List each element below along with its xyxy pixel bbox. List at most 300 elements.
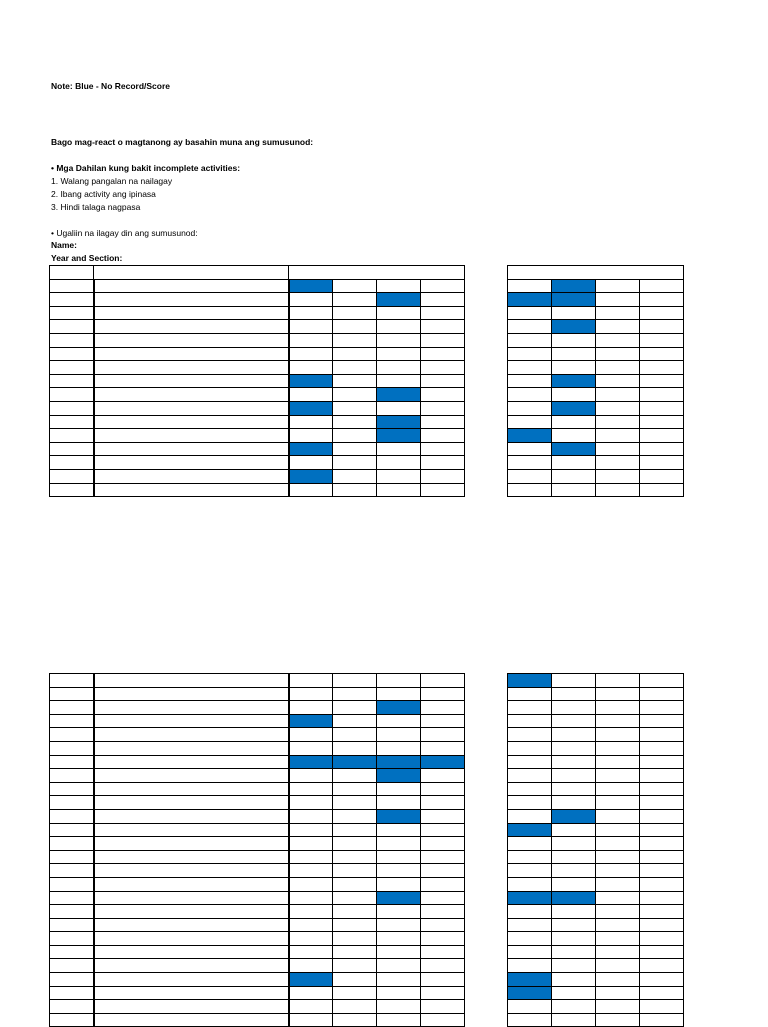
table-cell — [289, 809, 333, 823]
table-row — [508, 986, 684, 1000]
table-cell — [289, 347, 333, 361]
table-cell — [94, 973, 289, 987]
grades-table-bottom-right — [507, 673, 684, 1027]
table-cell — [421, 714, 465, 728]
table-row — [508, 755, 684, 769]
table-cell — [640, 442, 684, 456]
table-cell — [94, 864, 289, 878]
table-cell — [421, 973, 465, 987]
table-cell — [289, 823, 333, 837]
table-cell — [377, 401, 421, 415]
table-cell — [552, 714, 596, 728]
no-record-cell — [552, 401, 596, 415]
table-row — [50, 755, 465, 769]
table-cell — [377, 347, 421, 361]
table-row — [508, 1000, 684, 1014]
table-row — [508, 959, 684, 973]
table-cell — [333, 701, 377, 715]
table-cell — [50, 483, 94, 497]
table-cell — [94, 306, 289, 320]
table-cell — [289, 728, 333, 742]
table-cell — [50, 809, 94, 823]
table-cell — [640, 741, 684, 755]
table-cell — [596, 388, 640, 402]
table-cell — [50, 333, 94, 347]
table-cell — [508, 361, 552, 375]
table-cell — [50, 469, 94, 483]
table-row — [50, 769, 465, 783]
table-cell — [508, 388, 552, 402]
table-cell — [377, 918, 421, 932]
table-cell — [377, 469, 421, 483]
table-cell — [94, 809, 289, 823]
table-row — [50, 279, 465, 293]
table-cell — [333, 483, 377, 497]
table-cell — [289, 674, 333, 688]
table-cell — [333, 864, 377, 878]
table-cell — [508, 728, 552, 742]
table-row — [50, 388, 465, 402]
table-cell — [333, 918, 377, 932]
table-cell — [552, 769, 596, 783]
table-cell — [289, 687, 333, 701]
table-cell — [552, 823, 596, 837]
table-cell — [377, 986, 421, 1000]
section-label: Year and Section: — [51, 253, 123, 263]
table-cell — [552, 483, 596, 497]
table-cell — [333, 769, 377, 783]
table-cell — [596, 864, 640, 878]
table-cell — [377, 483, 421, 497]
table-cell — [552, 456, 596, 470]
table-cell — [508, 306, 552, 320]
table-cell — [377, 728, 421, 742]
table-cell — [596, 333, 640, 347]
table-cell — [333, 1000, 377, 1014]
table-cell — [552, 361, 596, 375]
table-cell — [333, 945, 377, 959]
table-cell — [50, 741, 94, 755]
table-cell — [508, 945, 552, 959]
table-row — [50, 687, 465, 701]
reminder-note: Bago mag-react o magtanong ay basahin muna ang sumusunod: — [51, 137, 314, 147]
table-cell — [640, 782, 684, 796]
no-record-cell — [377, 415, 421, 429]
table-cell — [421, 891, 465, 905]
table-cell — [421, 388, 465, 402]
table-row — [50, 415, 465, 429]
include-heading: • Ugaliin na ilagay din ang sumusunod: — [51, 228, 198, 238]
table-cell — [333, 905, 377, 919]
table-cell — [289, 701, 333, 715]
no-record-cell — [377, 293, 421, 307]
table-cell — [640, 293, 684, 307]
table-cell — [640, 333, 684, 347]
table-cell — [552, 1000, 596, 1014]
table-cell — [94, 959, 289, 973]
table-cell — [596, 823, 640, 837]
table-cell — [640, 959, 684, 973]
table-cell — [50, 932, 94, 946]
table-cell — [421, 293, 465, 307]
table-cell — [333, 374, 377, 388]
table-cell — [640, 347, 684, 361]
table-cell — [377, 932, 421, 946]
table-cell — [596, 429, 640, 443]
table-cell — [552, 959, 596, 973]
table-cell — [377, 320, 421, 334]
table-cell — [377, 714, 421, 728]
table-cell — [289, 959, 333, 973]
table-cell — [596, 755, 640, 769]
table-cell — [50, 320, 94, 334]
table-cell — [377, 945, 421, 959]
table-row — [50, 374, 465, 388]
table-cell — [333, 388, 377, 402]
table-cell — [94, 918, 289, 932]
no-record-cell — [377, 809, 421, 823]
table-row — [50, 918, 465, 932]
reason-item-3: 3. Hindi talaga nagpasa — [51, 202, 141, 212]
no-record-cell — [421, 755, 465, 769]
table-cell — [596, 279, 640, 293]
table-row — [508, 293, 684, 307]
table-cell — [421, 415, 465, 429]
table-cell — [333, 320, 377, 334]
table-cell — [640, 401, 684, 415]
table-cell — [640, 1013, 684, 1027]
table-cell — [552, 469, 596, 483]
table-cell — [508, 701, 552, 715]
table-cell — [421, 401, 465, 415]
table-row — [508, 769, 684, 783]
table-cell — [596, 782, 640, 796]
table-cell — [94, 674, 289, 688]
table-cell — [596, 483, 640, 497]
table-cell — [596, 905, 640, 919]
legend-note: Note: Blue - No Record/Score — [51, 81, 171, 91]
table-cell — [50, 279, 94, 293]
table-cell — [50, 456, 94, 470]
table-cell — [289, 1013, 333, 1027]
table-cell — [377, 361, 421, 375]
table-cell — [94, 755, 289, 769]
table-row — [508, 932, 684, 946]
table-row — [508, 823, 684, 837]
table-cell — [94, 823, 289, 837]
table-cell — [50, 973, 94, 987]
table-cell — [333, 674, 377, 688]
table-cell — [508, 320, 552, 334]
table-cell — [552, 415, 596, 429]
table-row — [50, 959, 465, 973]
table-cell — [289, 415, 333, 429]
table-cell — [333, 850, 377, 864]
table-row — [508, 796, 684, 810]
table-cell — [640, 306, 684, 320]
table-cell — [94, 796, 289, 810]
table-cell — [50, 945, 94, 959]
table-cell — [377, 442, 421, 456]
table-cell — [50, 442, 94, 456]
header-cell — [508, 266, 684, 280]
table-cell — [596, 809, 640, 823]
table-cell — [596, 986, 640, 1000]
table-cell — [596, 877, 640, 891]
table-row — [508, 714, 684, 728]
table-row — [50, 823, 465, 837]
table-cell — [94, 1000, 289, 1014]
table-cell — [596, 891, 640, 905]
table-cell — [289, 877, 333, 891]
table-cell — [552, 333, 596, 347]
table-cell — [596, 945, 640, 959]
table-cell — [377, 782, 421, 796]
table-cell — [508, 769, 552, 783]
table-cell — [552, 755, 596, 769]
table-cell — [289, 945, 333, 959]
table-cell — [508, 850, 552, 864]
table-cell — [508, 741, 552, 755]
table-row — [50, 320, 465, 334]
table-cell — [421, 864, 465, 878]
no-record-cell — [289, 374, 333, 388]
table-row — [508, 741, 684, 755]
table-row — [50, 932, 465, 946]
table-cell — [94, 347, 289, 361]
table-cell — [377, 279, 421, 293]
table-cell — [333, 973, 377, 987]
table-cell — [552, 973, 596, 987]
table-row — [508, 415, 684, 429]
table-cell — [508, 809, 552, 823]
table-row — [508, 306, 684, 320]
table-row — [508, 850, 684, 864]
table-cell — [333, 877, 377, 891]
table-cell — [421, 279, 465, 293]
table-cell — [552, 728, 596, 742]
no-record-cell — [508, 674, 552, 688]
table-cell — [377, 306, 421, 320]
table-cell — [421, 782, 465, 796]
table-cell — [552, 1013, 596, 1027]
table-cell — [421, 986, 465, 1000]
table-row — [50, 361, 465, 375]
table-cell — [289, 837, 333, 851]
table-cell — [552, 741, 596, 755]
table-cell — [508, 755, 552, 769]
table-cell — [94, 361, 289, 375]
table-cell — [289, 388, 333, 402]
table-row — [508, 374, 684, 388]
table-row — [50, 945, 465, 959]
table-cell — [377, 674, 421, 688]
table-cell — [333, 401, 377, 415]
table-cell — [508, 782, 552, 796]
table-cell — [94, 877, 289, 891]
table-cell — [377, 1000, 421, 1014]
table-cell — [333, 796, 377, 810]
table-cell — [596, 741, 640, 755]
no-record-cell — [508, 973, 552, 987]
table-row — [508, 320, 684, 334]
table-cell — [421, 333, 465, 347]
table-cell — [94, 429, 289, 443]
table-cell — [50, 1013, 94, 1027]
table-cell — [289, 306, 333, 320]
table-row — [50, 714, 465, 728]
table-cell — [508, 442, 552, 456]
table-cell — [94, 469, 289, 483]
table-cell — [552, 877, 596, 891]
table-cell — [333, 306, 377, 320]
no-record-cell — [289, 401, 333, 415]
table-cell — [289, 850, 333, 864]
table-cell — [50, 850, 94, 864]
table-cell — [289, 293, 333, 307]
table-cell — [333, 333, 377, 347]
table-row — [508, 1013, 684, 1027]
table-cell — [289, 918, 333, 932]
table-cell — [50, 891, 94, 905]
no-record-cell — [289, 714, 333, 728]
table-cell — [640, 374, 684, 388]
table-row — [508, 687, 684, 701]
table-row — [508, 918, 684, 932]
table-row — [508, 945, 684, 959]
table-header-row — [508, 266, 684, 280]
no-record-cell — [333, 755, 377, 769]
table-cell — [421, 306, 465, 320]
table-cell — [596, 959, 640, 973]
no-record-cell — [289, 755, 333, 769]
table-cell — [377, 850, 421, 864]
table-cell — [552, 796, 596, 810]
table-cell — [289, 782, 333, 796]
table-cell — [377, 905, 421, 919]
table-cell — [596, 796, 640, 810]
table-cell — [333, 415, 377, 429]
table-cell — [377, 823, 421, 837]
table-cell — [333, 456, 377, 470]
table-cell — [94, 1013, 289, 1027]
table-cell — [333, 279, 377, 293]
table-cell — [508, 796, 552, 810]
table-cell — [552, 945, 596, 959]
table-cell — [289, 361, 333, 375]
table-cell — [94, 388, 289, 402]
table-cell — [552, 850, 596, 864]
table-cell — [596, 918, 640, 932]
table-cell — [333, 741, 377, 755]
table-cell — [333, 986, 377, 1000]
table-cell — [50, 728, 94, 742]
table-cell — [640, 837, 684, 851]
table-cell — [421, 769, 465, 783]
table-cell — [508, 469, 552, 483]
table-cell — [50, 796, 94, 810]
table-cell — [421, 374, 465, 388]
table-cell — [333, 293, 377, 307]
table-row — [508, 877, 684, 891]
table-cell — [596, 306, 640, 320]
table-row — [50, 1000, 465, 1014]
no-record-cell — [508, 823, 552, 837]
no-record-cell — [552, 809, 596, 823]
no-record-cell — [508, 986, 552, 1000]
table-cell — [94, 374, 289, 388]
table-cell — [596, 361, 640, 375]
table-cell — [289, 905, 333, 919]
table-row — [50, 293, 465, 307]
table-row — [50, 905, 465, 919]
table-cell — [552, 429, 596, 443]
table-cell — [421, 728, 465, 742]
table-cell — [421, 959, 465, 973]
table-row — [50, 796, 465, 810]
table-cell — [50, 401, 94, 415]
table-cell — [640, 986, 684, 1000]
table-cell — [596, 973, 640, 987]
table-cell — [640, 1000, 684, 1014]
table-cell — [377, 1013, 421, 1027]
table-row — [50, 306, 465, 320]
table-cell — [552, 306, 596, 320]
table-cell — [50, 755, 94, 769]
table-cell — [94, 891, 289, 905]
table-cell — [333, 687, 377, 701]
table-cell — [596, 347, 640, 361]
header-cell — [94, 266, 289, 280]
no-record-cell — [508, 891, 552, 905]
table-cell — [333, 442, 377, 456]
no-record-cell — [377, 701, 421, 715]
table-cell — [421, 1000, 465, 1014]
table-cell — [50, 306, 94, 320]
table-row — [50, 401, 465, 415]
table-cell — [289, 456, 333, 470]
table-cell — [640, 809, 684, 823]
table-cell — [508, 905, 552, 919]
table-cell — [596, 320, 640, 334]
table-cell — [640, 469, 684, 483]
table-cell — [508, 333, 552, 347]
table-row — [508, 891, 684, 905]
table-row — [508, 429, 684, 443]
table-cell — [508, 483, 552, 497]
table-row — [50, 456, 465, 470]
table-cell — [50, 347, 94, 361]
table-cell — [50, 837, 94, 851]
table-cell — [94, 986, 289, 1000]
table-cell — [421, 918, 465, 932]
table-cell — [596, 687, 640, 701]
table-row — [50, 347, 465, 361]
no-record-cell — [377, 769, 421, 783]
table-cell — [377, 796, 421, 810]
table-cell — [50, 429, 94, 443]
table-cell — [640, 918, 684, 932]
table-cell — [421, 469, 465, 483]
table-cell — [421, 796, 465, 810]
no-record-cell — [552, 279, 596, 293]
table-cell — [94, 782, 289, 796]
table-cell — [508, 279, 552, 293]
table-cell — [552, 782, 596, 796]
table-row — [508, 456, 684, 470]
table-row — [508, 483, 684, 497]
table-row — [508, 973, 684, 987]
